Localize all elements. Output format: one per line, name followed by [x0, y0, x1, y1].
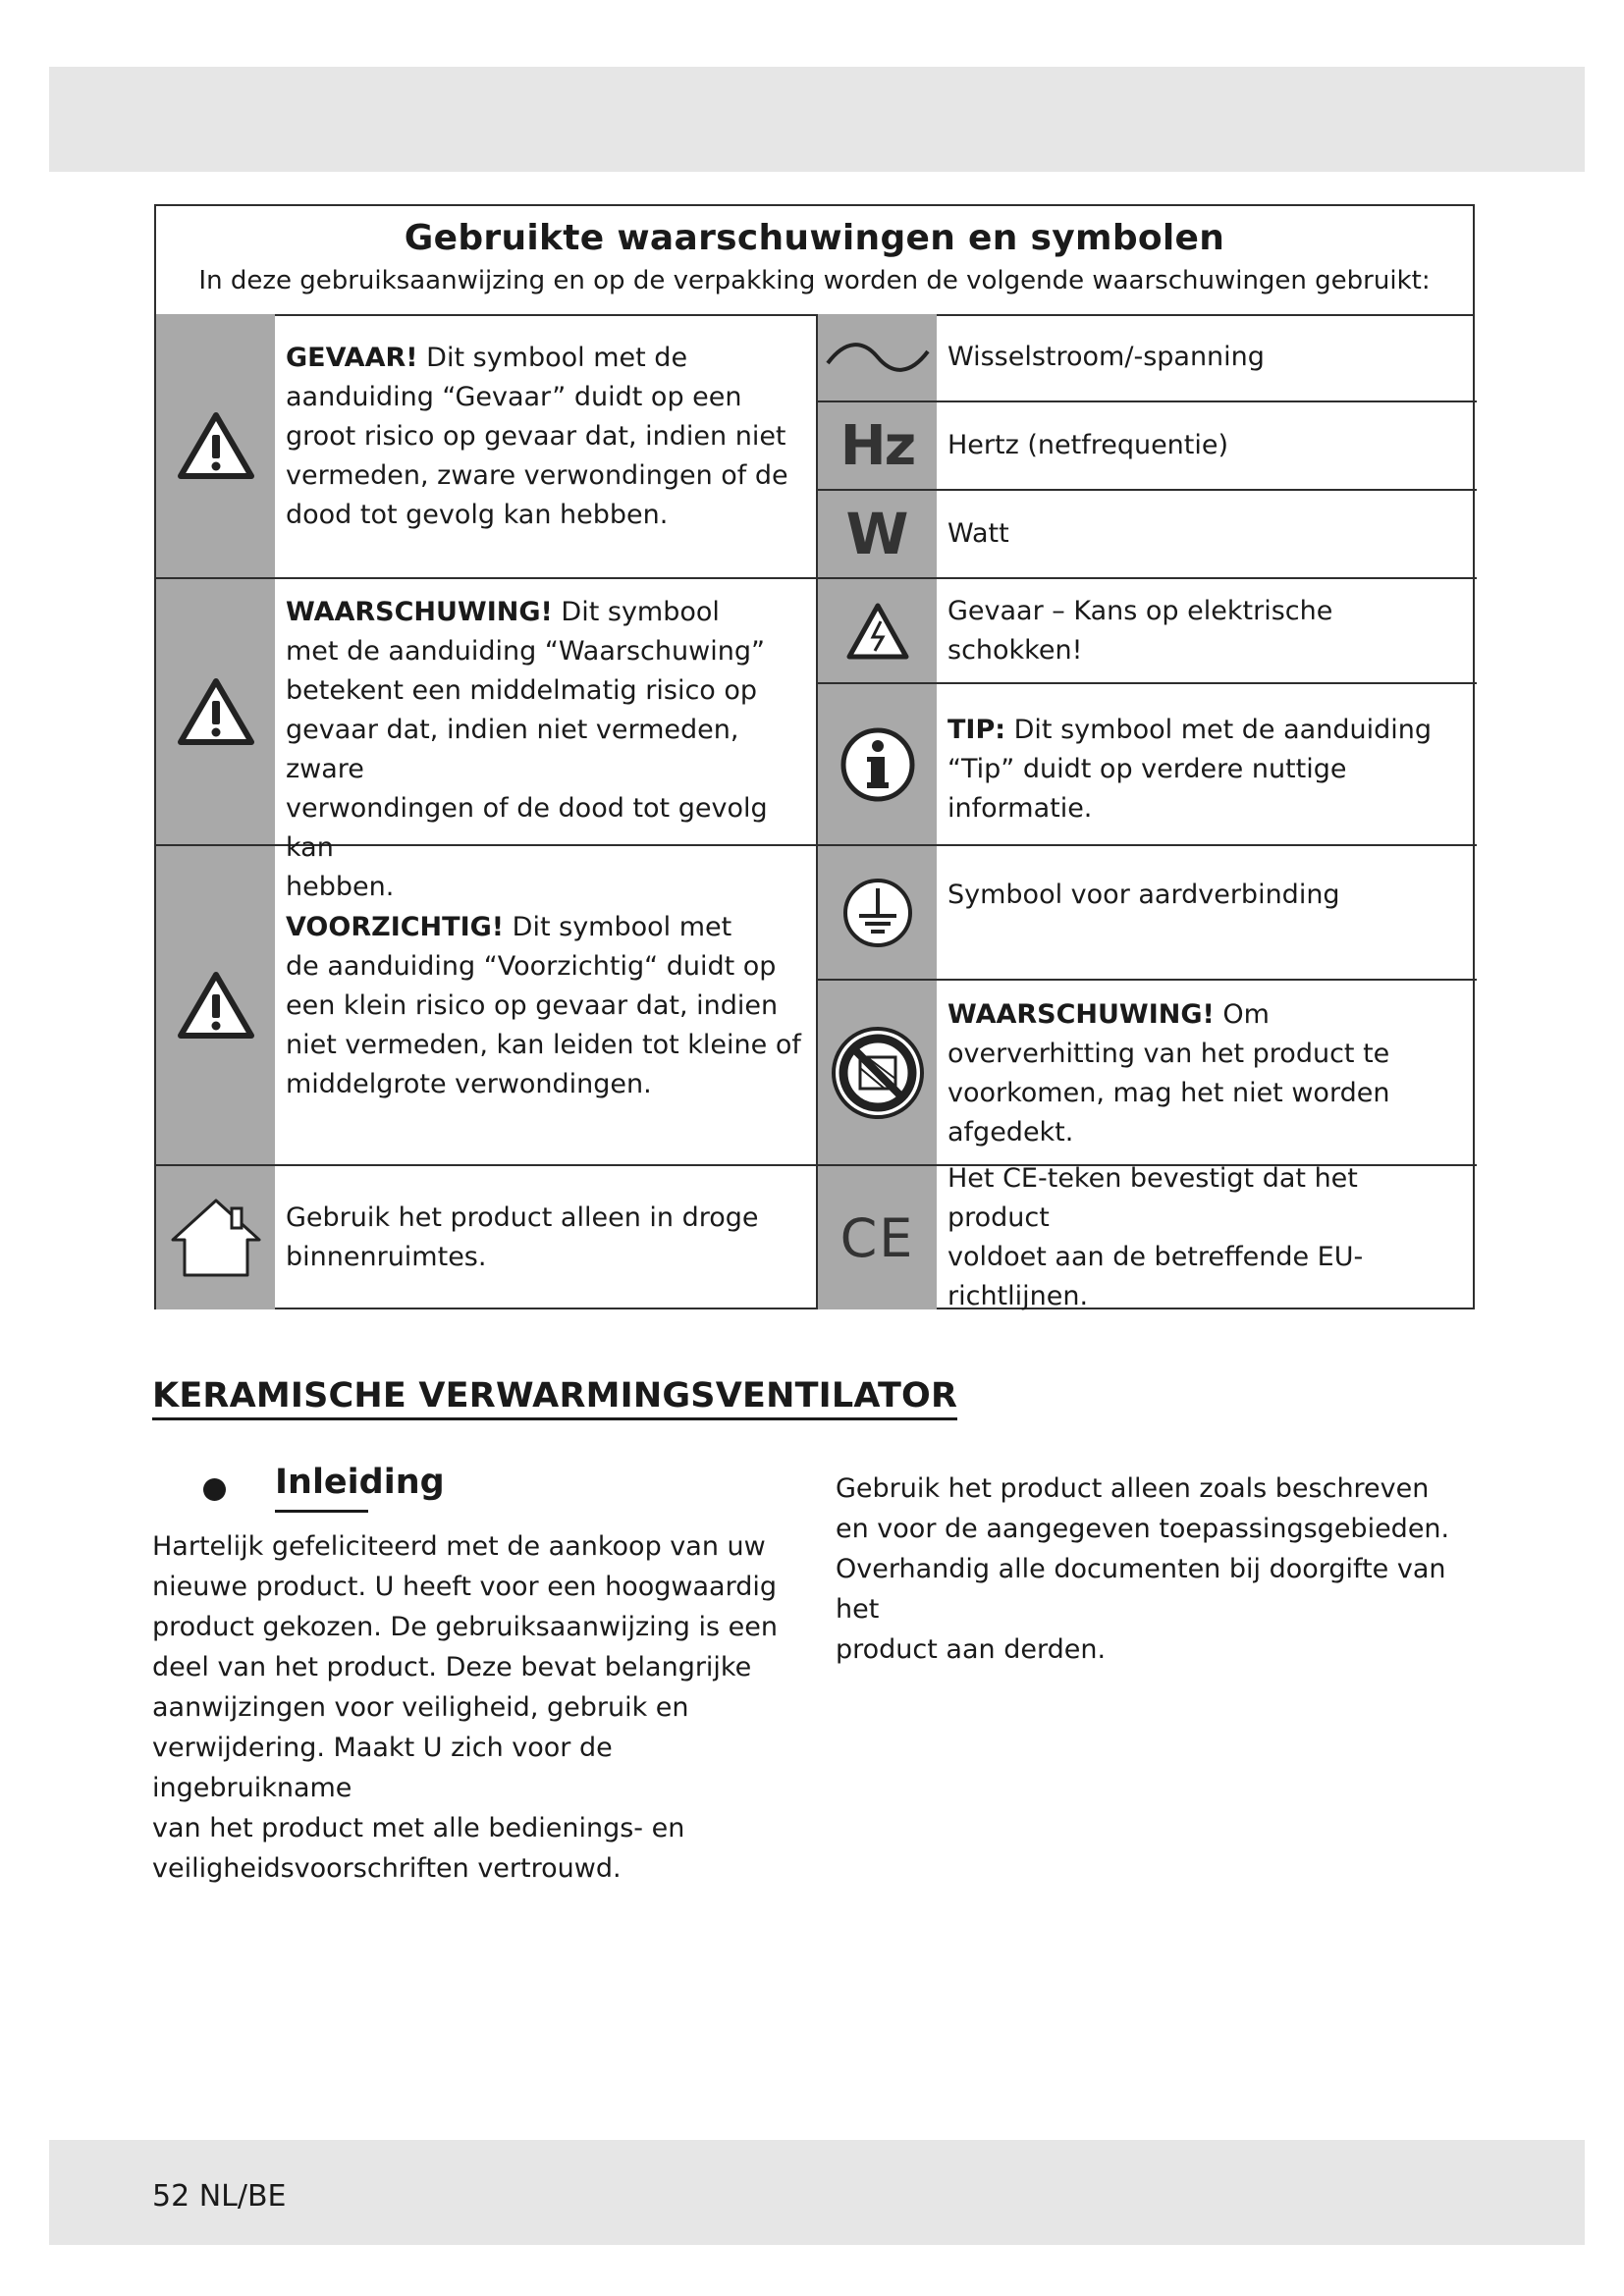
row-shock: [818, 579, 1477, 684]
table-subtitle: In deze gebruiksaanwijzing en op de verpakking worden de volgende waarschuwingen gebruikt:: [198, 266, 1431, 295]
row-warning: [156, 579, 816, 902]
info-icon: [839, 725, 917, 804]
row-ground: [818, 846, 1477, 981]
row-hertz: [818, 402, 1477, 491]
house-icon: [169, 1197, 263, 1279]
row-caution: [156, 846, 816, 1166]
danger-text: GEVAAR! Dit symbool met de aanduiding “Gevaar” duidt op een groot risico op gevaar dat, indien niet vermeden, zware verwondingen of de dood tot gevolg kan hebben.: [286, 343, 788, 530]
hertz-icon: Hz: [839, 413, 915, 478]
caution-text: VOORZICHTIG! Dit symbool met de aanduiding “Voorzichtig“ duidt op een klein risico op gevaar dat, indien niet vermeden, kan leiden tot kleine of middelgrote verwondingen.: [286, 912, 801, 1099]
do-not-cover-text: WAARSCHUWING! Om oververhitting van het product te voorkomen, mag het niet worden afgedekt.: [947, 999, 1390, 1148]
row-indoor: [156, 1166, 816, 1309]
row-tip: [818, 684, 1477, 846]
subheading: Inleiding: [275, 1463, 445, 1502]
row-ac: [818, 314, 1477, 402]
warning-text: WAARSCHUWING! Dit symbool met de aanduiding “Waarschuwing” betekent een middelmatig risico op gevaar dat, indien niet vermeden, zware verwondingen of de dood tot gevolg kan hebben.: [286, 597, 768, 902]
keyword: WAARSCHUWING!: [947, 999, 1215, 1030]
symbols-table: [154, 204, 1475, 1309]
page-number: 52 NL/BE: [152, 2179, 287, 2214]
row-do-not-cover: [818, 981, 1477, 1166]
row-watt: [818, 491, 1477, 579]
section-heading: KERAMISCHE VERWARMINGSVENTILATOR: [152, 1376, 957, 1420]
hertz-text: Hertz (netfrequentie): [947, 430, 1229, 460]
warning-triangle-icon: [178, 411, 254, 480]
watt-icon: W: [845, 501, 909, 567]
electric-shock-icon: [845, 602, 910, 661]
ac-text: Wisselstroom/-spanning: [947, 342, 1265, 372]
indoor-text: Gebruik het product alleen in droge binnenruimtes.: [286, 1202, 759, 1272]
ce-text: Het CE-teken bevestigt dat het product voldoet aan de betreffende EU-richtlijnen.: [947, 1163, 1364, 1311]
tip-text: TIP: Dit symbool met de aanduiding “Tip” duidt op verdere nuttige informatie.: [947, 714, 1432, 824]
bullet-icon: [203, 1478, 226, 1501]
keyword: WAARSCHUWING!: [286, 597, 553, 627]
keyword: TIP:: [947, 714, 1006, 745]
right-column: [816, 314, 1477, 1309]
ground-text: Symbool voor aardverbinding: [947, 880, 1340, 910]
warning-triangle-icon: [178, 677, 254, 746]
left-column: [156, 314, 816, 1309]
table-title: Gebruikte waarschuwingen en symbolen: [404, 218, 1225, 258]
footer-band: [49, 2140, 1585, 2245]
watt-text: Watt: [947, 518, 1009, 549]
keyword: VOORZICHTIG!: [286, 912, 505, 942]
do-not-cover-icon: [830, 1025, 926, 1121]
ce-mark-icon: CE: [839, 1206, 915, 1269]
table-header: [156, 206, 1473, 316]
row-danger: [156, 314, 816, 579]
ground-icon: [841, 877, 914, 949]
keyword: GEVAAR!: [286, 343, 418, 373]
subheading-underline: [275, 1510, 368, 1513]
alternating-current-icon: [824, 338, 932, 377]
row-ce: [818, 1163, 1477, 1311]
shock-text: Gevaar – Kans op elektrische schokken!: [947, 595, 1333, 666]
warning-triangle-icon: [178, 971, 254, 1040]
header-band: [49, 67, 1585, 172]
intro-paragraph-right: Gebruik het product alleen zoals beschreven en voor de aangegeven toepassingsgebieden. Overhandig alle documenten bij doorgifte van het product aan derden.: [836, 1473, 1450, 1665]
intro-paragraph-left: Hartelijk gefeliciteerd met de aankoop van uw nieuwe product. U heeft voor een hoogwaardig product gekozen. De gebruiksaanwijzing is een deel van het product. Deze bevat belangrijke aanwijzingen voor veiligheid, gebruik en verwijdering. Maakt U zich voor de ingebruikname van het product met alle bedienings- en veiligheidsvoorschriften vertrouwd.: [152, 1531, 779, 1884]
